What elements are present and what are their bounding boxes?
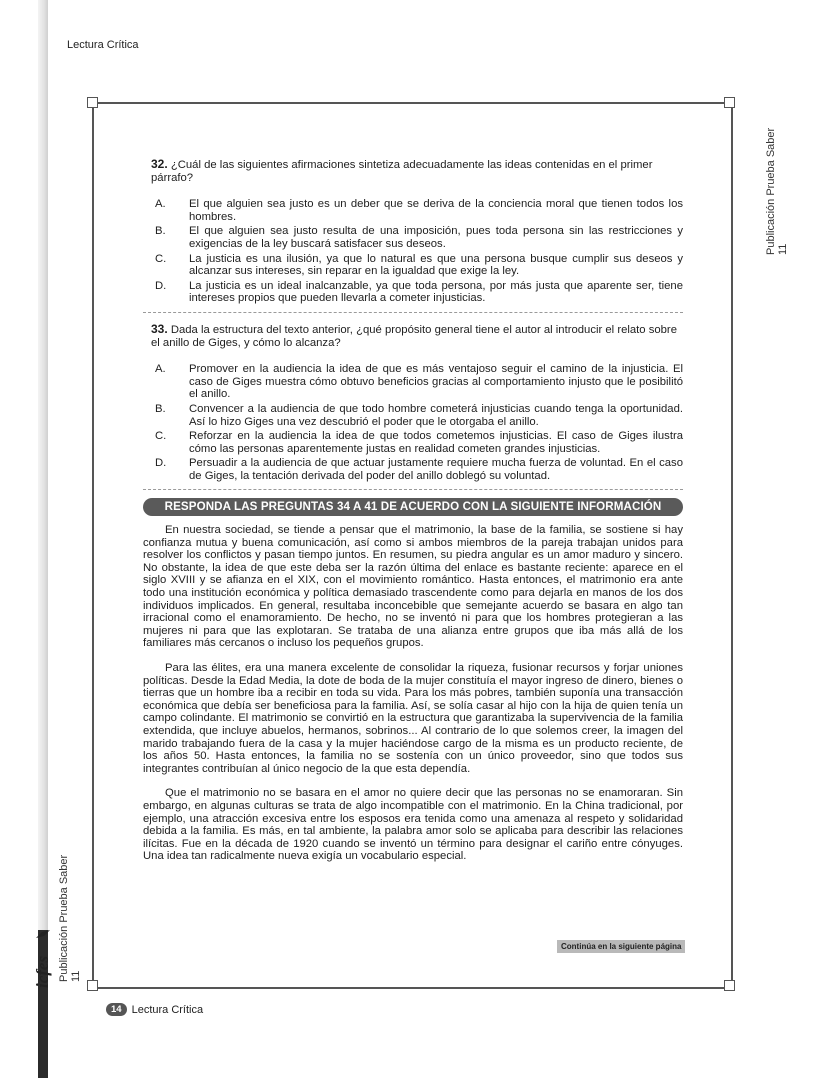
option-d[interactable] bbox=[143, 457, 683, 482]
option-text: Promover en la audiencia la idea de que es más ventajoso seguir el camino de la injusticia. El caso de Giges muestra cómo obtuvo beneficios gracias al comportamiento injusto que le posibilitó el anillo. bbox=[189, 363, 683, 401]
frame-corner-top-left bbox=[87, 97, 98, 108]
option-letter: D. bbox=[155, 457, 167, 470]
question-number: 32. bbox=[151, 157, 168, 171]
option-a[interactable] bbox=[143, 363, 683, 401]
frame-corner-bottom-right bbox=[724, 980, 735, 991]
option-letter: D. bbox=[155, 279, 167, 292]
footer-title: Lectura Crítica bbox=[131, 1003, 204, 1016]
option-text: La justicia es una ilusión, ya que lo natural es que una persona busque cumplir sus deseos y alcanzar sus intereses, sin reparar en la igualdad que exige la ley. bbox=[189, 252, 683, 278]
question-32 bbox=[143, 158, 683, 305]
option-a[interactable] bbox=[143, 198, 683, 223]
icfes-logo-icon bbox=[30, 930, 56, 990]
reading-paragraph-3: Que el matrimonio no se basara en el amor no quiere decir que las personas no se enamoraran. Sin embargo, en algunas culturas se trata de algo incompatible con el matrimonio. En la China tradicional, por ejemplo, una atracción excesiva entre los esposos era tenida como una amenaza al respeto y solidaridad debida a la familia. Es más, en tal ambiente, la palabra amor solo se aplicaba para describir las relaciones ilícitas. Fue en la década de 1920 cuando se inventó un término para designar el cariño entre cónyuges. Una idea tan radicalmente nueva exigía un vocabulario especial. bbox=[143, 787, 683, 863]
question-divider bbox=[143, 312, 683, 313]
question-text: Dada la estructura del texto anterior, ¿qué propósito general tiene el autor al introducir el relato sobre el anillo de Giges, y cómo lo alcanza? bbox=[151, 323, 677, 349]
option-letter: A. bbox=[155, 363, 166, 376]
side-label-left: Publicación Prueba Saber 11 bbox=[58, 854, 82, 982]
main-content bbox=[143, 158, 683, 875]
reading-paragraph-1: En nuestra sociedad, se tiende a pensar que el matrimonio, la base de la familia, se sostiene si hay confianza mutua y buena comunicación, así como si ambos miembros de la pareja trabajan unidos para resolver los conflictos y pasan tiempo juntos. En resumen, su piedra angular es un amor maduro y sincero. No obstante, la idea de que este deba ser la razón última del enlace es bastante reciente: aparece en el siglo XVIII y se afianza en el XIX, con el movimiento romántico. Hasta entonces, el matrimonio era ante todo una institución económica y política demasiado trascendente como para dejarla en manos de los dos individuos implicados. En general, resultaba inconcebible que semejante acuerdo se basara en algo tan irracional como el enamoramiento. De hecho, no se inventó ni para que los hombres protegieran a las mujeres ni para que las explotaran. Se trataba de una alianza entre grupos que iba más allá de los familiares más cercanos o incluso los pequeños grupos. bbox=[143, 524, 683, 650]
side-label-right: Publicación Prueba Saber 11 bbox=[765, 127, 789, 255]
option-d[interactable] bbox=[143, 280, 683, 305]
frame-corner-bottom-left bbox=[87, 980, 98, 991]
question-divider bbox=[143, 489, 683, 490]
reading-paragraph-2: Para las élites, era una manera excelente de consolidar la riqueza, fusionar recursos y forjar uniones políticas. Desde la Edad Media, la dote de boda de la mujer constituía el mayor ingreso de dinero, bienes o tierras que un hombre iba a recibir en toda su vida. Para los más pobres, también suponía una transacción económica que debía ser beneficiosa para la familia. Así, se solía casar al hijo con la hija de quien tenía un campo colindante. El matrimonio se convirtió en la estructura que garantizaba la supervivencia de la familia extendida, que incluye abuelos, hermanos, sobrinos... Al contrario de lo que solemos creer, la imagen del marido trabajando fuera de la casa y la mujer haciéndose cargo de la misma es un producto reciente, de los años 50. Hasta entonces, la familia no se sostenía con un único proveedor, sino que todos sus integrantes contribuían al único negocio de la que esta dependía. bbox=[143, 662, 683, 775]
option-text: La justicia es un ideal inalcanzable, ya que toda persona, por más justa que aparente ser, tiene intereses propios que pueden llevarla a cometer injusticias. bbox=[189, 279, 683, 305]
option-b[interactable] bbox=[143, 225, 683, 250]
option-text: El que alguien sea justo es un deber que se deriva de la conciencia moral que tienen todos los hombres. bbox=[189, 198, 683, 223]
question-text: ¿Cuál de las siguientes afirmaciones sintetiza adecuadamente las ideas contenidas en el primer párrafo? bbox=[151, 159, 653, 184]
page-footer bbox=[106, 1003, 203, 1016]
option-letter: B. bbox=[155, 225, 166, 238]
option-text: Reforzar en la audiencia la idea de que todos cometemos injusticias. El caso de Giges ilustra cómo las personas aparentemente justas en realidad cometen grandes injusticias. bbox=[189, 430, 683, 455]
option-text: Persuadir a la audiencia de que actuar justamente requiere mucha fuerza de voluntad. En el caso de Giges, la tentación derivada del poder del anillo doblegó su voluntad. bbox=[189, 457, 683, 482]
section-banner: RESPONDA LAS PREGUNTAS 34 A 41 DE ACUERDO CON LA SIGUIENTE INFORMACIÓN bbox=[143, 498, 683, 516]
option-letter: A. bbox=[155, 198, 166, 211]
option-letter: C. bbox=[155, 430, 167, 443]
option-c[interactable] bbox=[143, 430, 683, 455]
page-number-badge: 14 bbox=[106, 1003, 127, 1016]
frame-corner-top-right bbox=[724, 97, 735, 108]
left-edge-bar bbox=[38, 0, 48, 1078]
option-letter: C. bbox=[155, 252, 167, 265]
question-33 bbox=[143, 323, 683, 483]
question-stem bbox=[143, 158, 683, 184]
option-c[interactable] bbox=[143, 253, 683, 278]
page-header: Lectura Crítica bbox=[67, 39, 139, 51]
option-b[interactable] bbox=[143, 403, 683, 428]
option-text: Convencer a la audiencia de que todo hombre cometerá injusticias cuando tenga la oportunidad. Así lo hizo Giges una vez descubrió el poder que le otorgaba el anillo. bbox=[189, 402, 683, 428]
option-letter: B. bbox=[155, 402, 166, 415]
question-number: 33. bbox=[151, 321, 168, 336]
option-text: El que alguien sea justo resulta de una imposición, pues toda persona sin las restricciones y exigencias de la ley buscará satisfacer sus deseos. bbox=[189, 225, 683, 250]
question-stem bbox=[143, 323, 683, 349]
continue-label: Continúa en la siguiente página bbox=[557, 940, 685, 953]
logo-text: icfes bbox=[33, 955, 52, 988]
